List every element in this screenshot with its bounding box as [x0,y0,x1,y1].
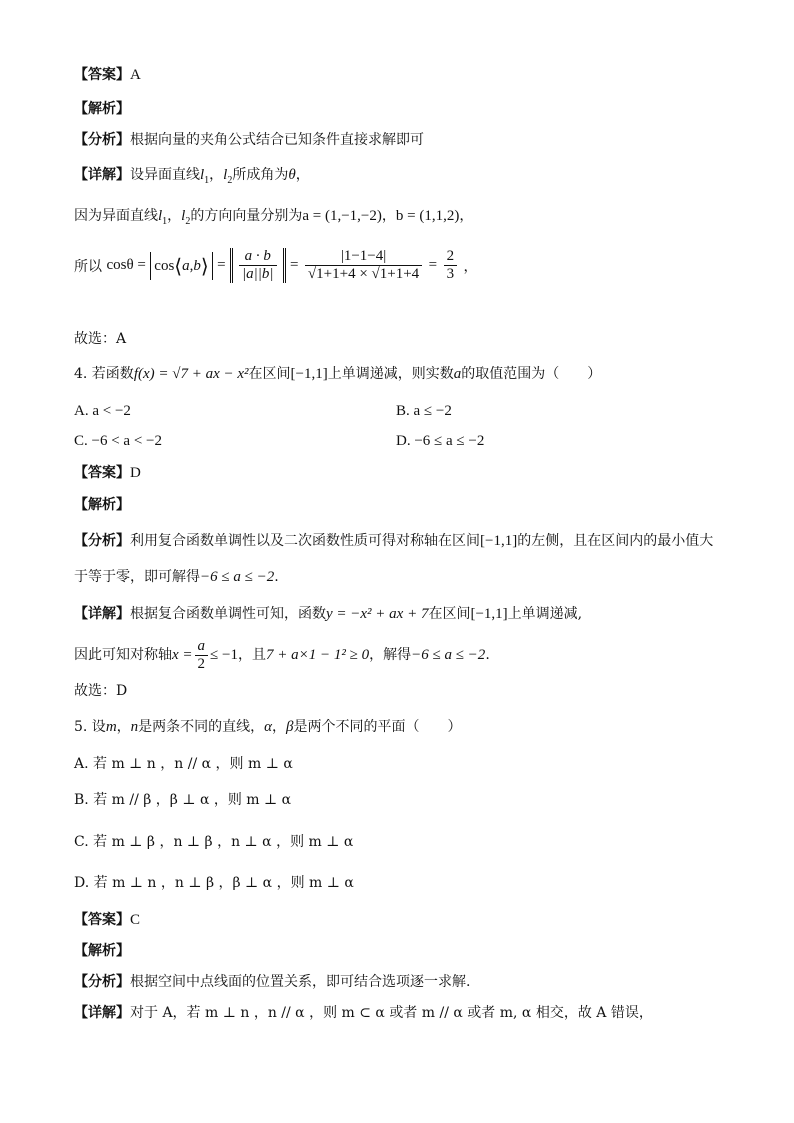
q4-option-c: C. −6 < a < −2 [74,433,163,449]
abs-dot-fraction: $\frac{a \cdot b}{|a||b|}$ [230,248,286,283]
analysis-heading-q4: 【解析】 [74,497,130,513]
q4-option-a: A. a < −2 [74,403,131,419]
q4-option-d: D. −6 ≤ a ≤ −2 [396,433,485,449]
detail-line-q4: 【详解】根据复合函数单调性可知，函数y = −x² + ax + 7在区间[−1,1]上单调递减, [74,606,583,622]
choice-line-q4: 故选：D [74,683,128,699]
q5-option-b: B. 若 m // β ，β ⊥ α ，则 m ⊥ α [74,792,292,808]
analysis-line-q4: 【分析】利用复合函数单调性以及二次函数性质可得对称轴在区间[−1,1]的左侧，且在区间内的最小值大 [74,533,714,549]
cosine-formula: 所以 cosθ = cos⟨a,b⟩ = $\frac{a \cdot b}{|a||b|}$ = $\frac{|1-1-4|}{√1+1+4 \times √1+1+4}$ = $\frac{2}{3}$ ， [74,248,478,282]
q4-option-b: B. a ≤ −2 [396,403,452,419]
analysis-line-q4-cont: 于等于零，即可解得−6 ≤ a ≤ −2. [74,569,279,585]
q5-option-a: A. 若 m ⊥ n ，n // α ，则 m ⊥ α [74,756,293,772]
q4-options-row2 [74,432,485,450]
analysis-line-q3: 【分析】根据向量的夹角公式结合已知条件直接求解即可 [74,132,424,148]
q5-option-d: D. 若 m ⊥ n ，n ⊥ β ，β ⊥ α ，则 m ⊥ α [74,875,354,891]
answer-line-q4: 【答案】D [74,465,141,481]
analysis-heading-q5: 【解析】 [74,943,130,959]
answer-line-q3: 【答案】A [74,67,141,83]
axis-fraction: $\frac{a}{2}$ [195,638,209,673]
q4-options-row1 [74,402,452,420]
detail-line-q3: 【详解】设异面直线$l_1$，$l_2$所成角为θ， [74,167,310,186]
question-5: 5. 设m，n是两条不同的直线，α，β是两个不同的平面（ ） [74,719,462,735]
result-fraction: $\frac{2}{3}$ [444,248,458,283]
question-4: 4. 若函数f(x) = √7 + ax − x²在区间[−1,1]上单调递减，则实数a的取值范围为（ ） [74,366,602,382]
numeric-fraction: $\frac{|1-1-4|}{√1+1+4 \times √1+1+4}$ [305,248,422,283]
abs-cos-angle: cos⟨a,b⟩ [150,252,212,280]
answer-line-q5: 【答案】C [74,912,141,928]
choice-line-q3: 故选：A [74,331,127,347]
detail-line-q4-cont: 因此可知对称轴x = $\frac{a}{2}$ ≤ −1，且7 + a×1 − 1² ≥ 0，解得−6 ≤ a ≤ −2. [74,637,490,672]
q5-option-c: C. 若 m ⊥ β ，n ⊥ β ，n ⊥ α ，则 m ⊥ α [74,834,354,850]
detail-line-q5: 【详解】对于 A，若 m ⊥ n ，n // α ，则 m ⊂ α 或者 m // α 或者 m, α 相交，故 A 错误， [74,1005,653,1021]
analysis-line-q5: 【分析】根据空间中点线面的位置关系，即可结合选项逐一求解. [74,974,471,990]
direction-vectors-line: 因为异面直线$l_1$，$l_2$的方向向量分别为a = (1,−1,−2)，b = (1,1,2)， [74,208,474,227]
analysis-heading-q3: 【解析】 [74,101,130,117]
